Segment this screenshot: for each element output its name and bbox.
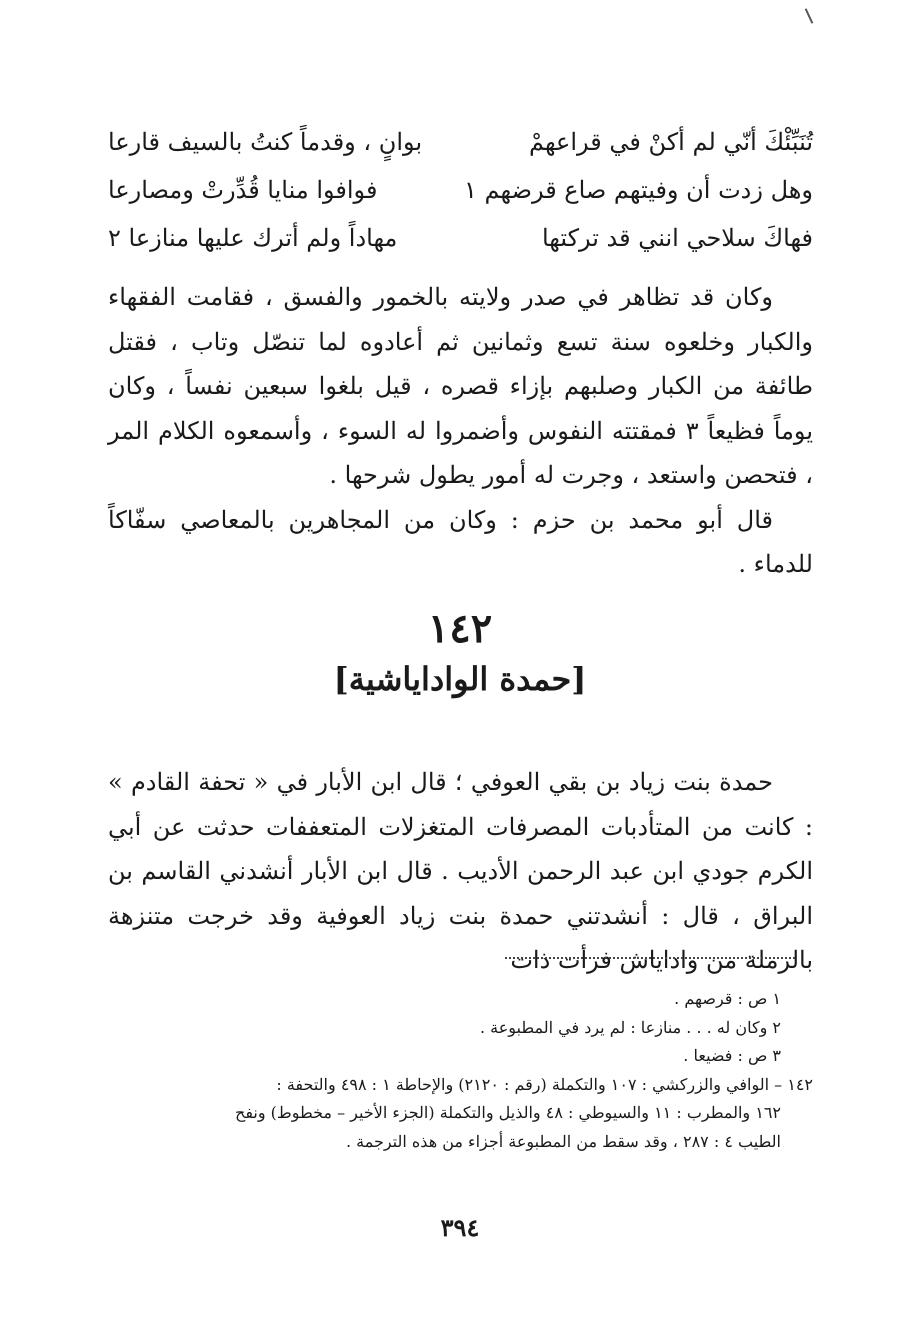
poem-verses bbox=[108, 118, 813, 262]
paragraph: حمدة بنت زياد بن بقي العوفي ؛ قال ابن الأبار في « تحفة القادم » : كانت من المتأدبات المصرفات المتغزلات المتعففات حدثت عن أبي الكرم جودي ابن عبد الرحمن الأديب . قال ابن الأبار أنشدني القاسم بن البراق ، قال : أنشدتني حمدة بنت زياد العوفية وقد خرجت متنزهة بالرملة من واداياش فرأت ذات bbox=[108, 768, 813, 974]
verse-first-hemistich: وهل زدت أن وفيتهم صاع قرضهم ١ bbox=[464, 176, 813, 204]
source-note-line: الطيب ٤ : ٢٨٧ ، وقد سقط من المطبوعة أجزاء من هذه الترجمة . bbox=[345, 1131, 781, 1151]
verse-second-hemistich: فوافوا منايا قُدِّرتْ ومصارعا bbox=[108, 176, 378, 204]
body-text-upper bbox=[108, 275, 813, 587]
footnote-separator bbox=[505, 957, 795, 959]
entry-title: [حمدة الواداياشية] bbox=[333, 660, 587, 698]
verse-line bbox=[108, 118, 813, 166]
source-note-line: ١٦٢ والمطرب : ١١ والسيوطي : ٤٨ والذيل والتكملة (الجزء الأخير – مخطوط) ونفح bbox=[234, 1103, 781, 1122]
page-mark bbox=[805, 8, 814, 23]
footnote: ١ ص : قرصهم . bbox=[674, 989, 781, 1008]
body-text-lower bbox=[108, 760, 813, 983]
paragraph: وكان قد تظاهر في صدر ولايته بالخمور والفسق ، فقامت الفقهاء والكبار وخلعوه سنة تسع وثمانين ثم أعادوه لما تنصّل وتاب ، فقتل طائفة من الكبار وصلبهم بإزاء قصره ، قيل بلغوا سبعين نفساً ، وكان يوماً فظيعاً ٣ فمقتته النفوس وأضمروا له السوء ، وأسمعوه الكلام المر ، فتحصن واستعد ، وجرت له أمور يطول شرحها . bbox=[108, 283, 813, 489]
verse-first-hemistich: تُنَبِّئْكَ أنّي لم أكنْ في قراعهمْ bbox=[529, 128, 813, 156]
page-number: ٣٩٤ bbox=[440, 1213, 480, 1242]
verse-line bbox=[108, 166, 813, 214]
entry-number: ١٤٢ bbox=[427, 605, 493, 652]
footnote: ٣ ص : فضيعا . bbox=[683, 1046, 781, 1065]
source-note-line: ١٤٢ – الوافي والزركشي : ١٠٧ والتكملة (رقم : ٢١٢٠) والإحاطة ١ : ٤٩٨ والتحفة : bbox=[276, 1074, 813, 1094]
quotation: قال أبو محمد بن حزم : وكان من المجاهرين بالمعاصي سفّاكاً للدماء . bbox=[108, 505, 813, 578]
verse-second-hemistich: مهاداً ولم أترك عليها منازعا ٢ bbox=[108, 224, 398, 252]
verse-first-hemistich: فهاكَ سلاحي انني قد تركتها bbox=[541, 224, 813, 252]
footnotes bbox=[108, 985, 813, 1156]
verse-second-hemistich: بوانٍ ، وقدماً كنتُ بالسيف قارعا bbox=[108, 128, 423, 156]
footnote: ٢ وكان له . . . منازعا : لم يرد في المطبوعة . bbox=[479, 1017, 781, 1037]
verse-line bbox=[108, 214, 813, 262]
